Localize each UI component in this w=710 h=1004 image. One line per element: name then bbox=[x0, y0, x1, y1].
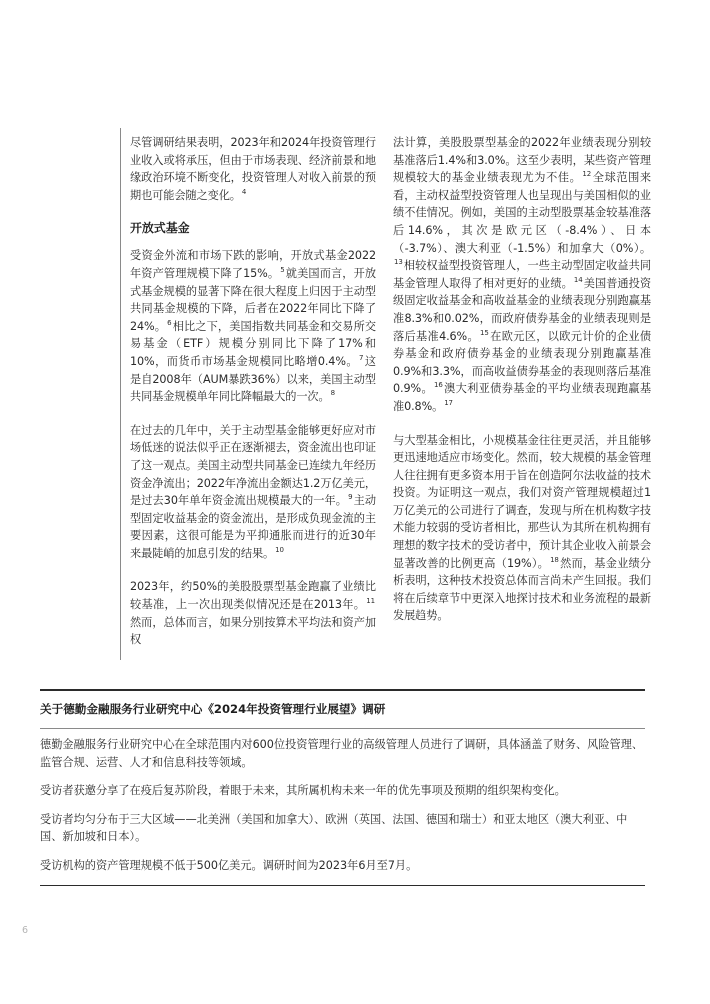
section-heading-open-end-funds: 开放式基金 bbox=[130, 221, 190, 236]
footnote-ref[interactable]: 7 bbox=[359, 353, 364, 362]
footnote-ref[interactable]: 13 bbox=[394, 258, 403, 267]
box-bottom-rule bbox=[40, 885, 645, 886]
paragraph-active-fund-outflows: 在过去的几年中，关于主动型基金能够更好应对市场低迷的说法似乎正在逐渐褪去，资金流出也印证了这一观点。美国主动型共同基金已连续九年经历资金净流出；2022年净流出金额达1.2万亿美元，是过去30年单年资金流出规模最大的一年。$^9$主动型固定收益基金的资金流出，是形成负现金流的主要因素，这很可能是为平抑通胀而进行的近30年来最陡峭的加息引发的结果。$^{10}$ bbox=[130, 423, 376, 560]
survey-paragraph: 受访者均匀分布于三大区域——北美洲（美国和加拿大）、欧洲（英国、法国、德国和瑞士）和亚太地区（澳大利亚、中国、新加坡和日本）。 bbox=[40, 812, 628, 844]
footnote-ref[interactable]: 14 bbox=[573, 275, 583, 284]
footnote-ref[interactable]: 12 bbox=[582, 170, 592, 179]
footnote-ref[interactable]: 10 bbox=[275, 545, 284, 554]
column-divider-line bbox=[120, 128, 121, 660]
footnote-ref[interactable]: 18 bbox=[550, 555, 559, 564]
footnote-ref[interactable]: 6 bbox=[167, 318, 172, 327]
paragraph-fund-size-technology: 与大型基金相比，小规模基金往往更灵活，并且能够更迅速地适应市场变化。然而，较大规模的基金管理人往往拥有更多资本用于旨在创造阿尔法收益的技术投资。为证明这一观点，我们对资产管理规模超过1万亿美元的公司进行了调查，发现与所在机构数字技术能力较弱的受访者相比，那些认为其所在机构拥有理想的数字技术的受访者中，预计其企业收入前景会显著改善的比例更高（19%）。$^{18}$然而，基金业绩分析表明，这种技术投资总体而言尚未产生回报。我们将在后续章节中更深入地探讨技术和业务流程的最新发展趋势。 bbox=[393, 433, 651, 623]
footnote-ref[interactable]: 4 bbox=[241, 187, 247, 196]
survey-paragraph: 受访机构的资产管理规模不低于500亿美元。调研时间为2023年6月至7月。 bbox=[40, 858, 418, 872]
footnote-ref[interactable]: 8 bbox=[330, 389, 335, 398]
footnote-ref[interactable]: 16 bbox=[433, 381, 443, 390]
survey-info-box bbox=[40, 689, 645, 886]
paragraph-global-performance: 法计算，美股股票型基金的2022年业绩表现分别较基准落后1.4%和3.0%。这至少表明，某些资产管理规模较大的基金业绩表现尤为不佳。$^{12}$全球范围来看，主动权益型投资管理人也呈现出与美国相似的业绩不佳情况。例如，美国的主动型股票基金较基准落后14.6%，其次是欧元区（-8.4%）、日本（-3.7%）、澳大利亚（-1.5%）和加拿大（0%）。$^{13}$相较权益型投资管理人，一些主动型固定收益共同基金管理人取得了相对更好的业绩。$^{14}$美国普通投资级固定收益基金和高收益基金的业绩表现分别跑赢基准8.3%和0.02%，而政府债券基金的业绩表现则是落后基准4.6%。$^{15}$在欧元区，以欧元计价的企业债券基金和政府债券基金的业绩表现分别跑赢基准0.9%和3.3%，而高收益债券基金的表现则落后基准0.9%。$^{16}$澳大利亚债券基金的平均业绩表现跑赢基准0.8%。$^{17}$ bbox=[393, 136, 652, 413]
paragraph-revenue-outlook: 尽管调研结果表明，2023年和2024年投资管理行业收入或将承压，但由于市场表现、经济前景和地缘政治环境不断变化，投资管理人对收入前景的预期也可能会随之变化。$^4$ bbox=[130, 136, 376, 202]
footnote-ref[interactable]: 5 bbox=[280, 265, 285, 274]
right-column bbox=[393, 134, 651, 641]
left-column bbox=[130, 134, 376, 665]
survey-box-title: 关于德勤金融服务行业研究中心《2024年投资管理行业展望》调研 bbox=[40, 702, 386, 716]
paragraph-open-end-aum: 受资金外流和市场下跌的影响，开放式基金2022年资产管理规模下降了15%。$^5$就美国而言，开放式基金规模的显著下降在很大程度上归因于主动型共同基金规模的下降，后者在2022年同比下降了24%。$^6$相比之下，美国指数共同基金和交易所交易基金（ETF）规模分别同比下降了17%和10%，而货币市场基金规模同比略增0.4%。$^7$这是自2008年（AUM暴跌36%）以来，美国主动型共同基金规模单年同比降幅最大的一次。$^8$ bbox=[130, 249, 377, 404]
survey-paragraph: 德勤金融服务行业研究中心在全球范围内对600位投资管理行业的高级管理人员进行了调研，具体涵盖了财务、风险管理、监管合规、运营、人才和信息科技等领域。 bbox=[40, 738, 644, 769]
survey-paragraph: 受访者获邀分享了在疫后复苏阶段，着眼于未来，其所属机构未来一年的优先事项及预期的组织架构变化。 bbox=[40, 784, 566, 798]
box-top-rule bbox=[40, 689, 645, 691]
footnote-ref[interactable]: 15 bbox=[480, 328, 489, 337]
footnote-ref[interactable]: 11 bbox=[366, 597, 375, 606]
footnote-ref[interactable]: 17 bbox=[444, 398, 453, 407]
paragraph-equity-fund-performance: 2023年，约50%的美股股票型基金跑赢了业绩比较基准，上一次出现类似情况还是在2013年。$^{11}$然而，总体而言，如果分别按算术平均法和资产加权 bbox=[130, 580, 376, 647]
footnote-ref[interactable]: 9 bbox=[348, 493, 353, 502]
page-number: 6 bbox=[22, 925, 29, 936]
box-title-divider bbox=[40, 728, 645, 729]
